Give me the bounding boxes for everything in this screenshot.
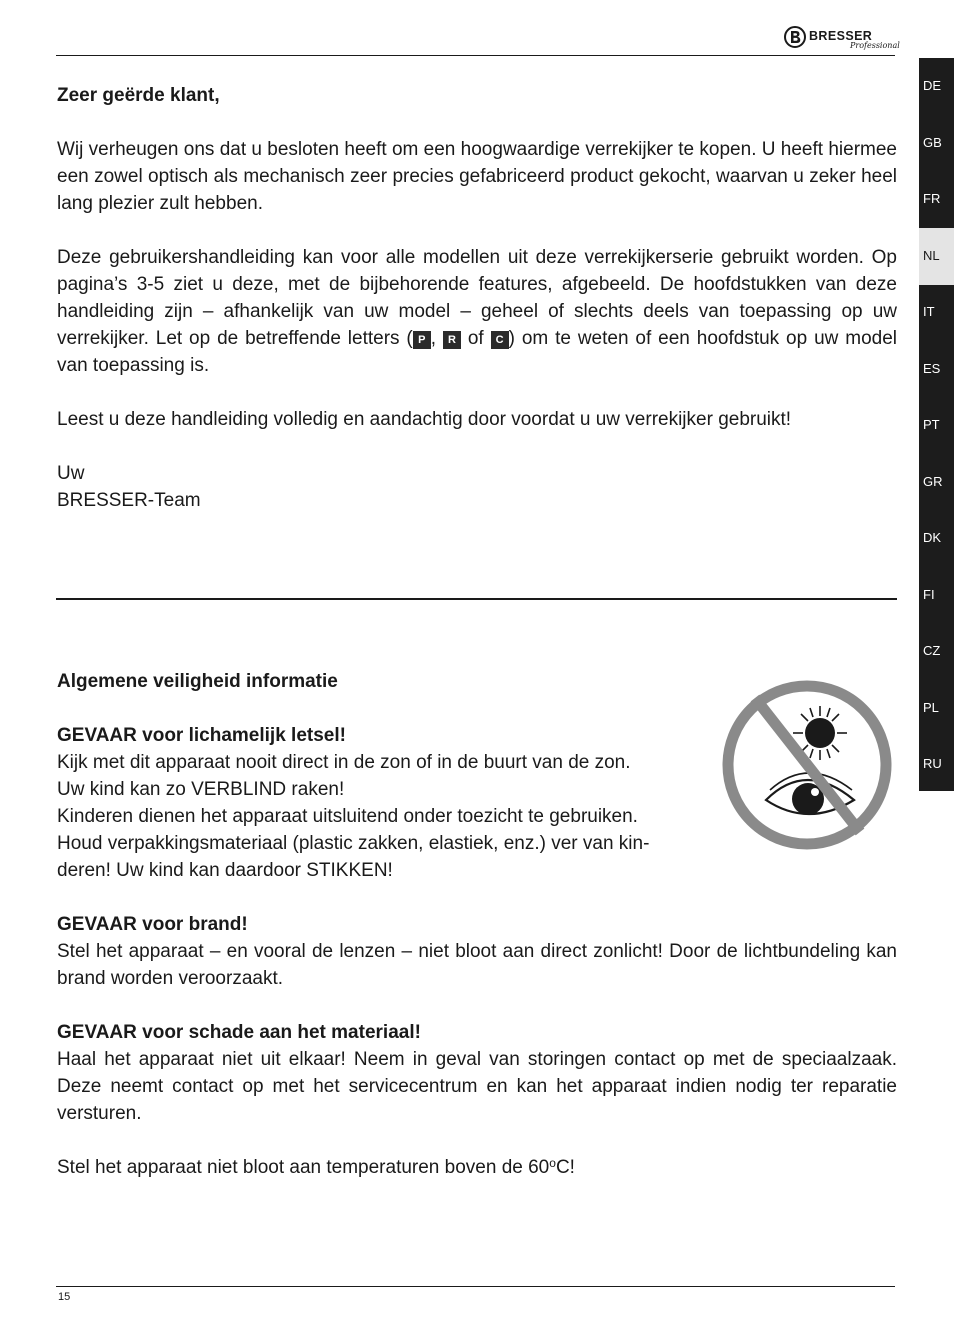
tab-ru[interactable]: RU (923, 756, 942, 771)
section-divider (56, 598, 897, 600)
tab-fi[interactable]: FI (923, 587, 935, 602)
tab-es[interactable]: ES (923, 361, 941, 376)
page-number: 15 (58, 1291, 71, 1303)
tab-dk[interactable]: DK (923, 530, 942, 545)
tab-gb[interactable]: GB (923, 135, 942, 150)
damage-paragraph: Haal het apparaat niet uit elkaar! Neem in geval van storingen contact op met de speciaalzaak. Deze neemt contact op met het servicecentrum en kan het apparaat indien nodig ter reparatie versturen. (57, 1049, 897, 1124)
tab-de[interactable]: DE (923, 78, 942, 93)
bresser-logo (782, 26, 902, 54)
injury-line-5: deren! Uw kind kan daardoor STIKKEN! (57, 860, 393, 881)
safety-section (57, 668, 897, 1181)
tab-nl[interactable]: NL (919, 228, 954, 285)
intro-paragraph-2 (57, 244, 897, 379)
damage-heading: GEVAAR voor schade aan het materiaal! (57, 1022, 421, 1043)
safety-title: Algemene veiligheid informatie (57, 671, 338, 692)
injury-line-3: Kinderen dienen het apparaat uitsluitend onder toezicht te gebruiken. (57, 806, 638, 827)
tab-gr[interactable]: GR (923, 474, 943, 489)
tab-it[interactable]: IT (923, 304, 935, 319)
intro-section (57, 82, 897, 514)
temperature-text: Stel het apparaat niet bloot aan temperaturen boven de 60 (57, 1157, 550, 1178)
intro-paragraph-1: Wij verheugen ons dat u besloten heeft om een hoogwaardige verrekijker te kopen. U heeft hiermee een zowel optisch als mechanisch zeer precies gefabriceerd product gekocht, waarvan u zeker heel lang plezier zult hebben. (57, 139, 897, 214)
closing-line-2: BRESSER-Team (57, 490, 201, 511)
fire-paragraph: Stel het apparaat – en vooral de lenzen – niet bloot aan direct zonlicht! Door de lichtbundeling kan brand worden veroorzaakt. (57, 941, 897, 989)
header-rule (56, 55, 895, 56)
bresser-b-icon (784, 26, 806, 48)
injury-line-1: Kijk met dit apparaat nooit direct in de zon of in de buurt van de zon. (57, 752, 631, 773)
tab-cz[interactable]: CZ (923, 643, 941, 658)
para2-start: Deze gebruikershandleiding kan voor alle modellen uit deze verrekijkerserie gebruikt worden. Op pagina’s 3-5 ziet u deze, met de bijbehorende features, afgebeeld. De hoofdstukken van deze handleiding zijn – afhankelijk van uw model – geheel of slechts deels van toepassing op uw verrekijker. Let op de betreffende letters ( (57, 247, 897, 349)
badge-p: P (413, 331, 431, 349)
para2-end: ) om te weten of een hoofdstuk op uw model van toepassing is. (57, 328, 898, 376)
temperature-warning (57, 1154, 897, 1181)
language-tabs (919, 58, 954, 791)
temperature-unit: C! (555, 1157, 575, 1178)
badge-separator-2: of (460, 328, 491, 349)
injury-line-2: Uw kind kan zo VERBLIND raken! (57, 779, 345, 800)
footer-rule (56, 1286, 895, 1287)
degree-mark: o (549, 1156, 556, 1170)
intro-paragraph-3: Leest u deze handleiding volledig en aandachtig door voordat u uw verrekijker gebruikt! (57, 409, 792, 430)
tab-fr[interactable]: FR (923, 191, 941, 206)
tab-pl[interactable]: PL (923, 700, 939, 715)
badge-separator-1: , (430, 328, 437, 349)
brand-subtitle: Professional (850, 41, 900, 50)
badge-r: R (443, 331, 461, 349)
brand-name: BRESSER (809, 29, 873, 43)
fire-heading: GEVAAR voor brand! (57, 914, 248, 935)
injury-heading: GEVAAR voor lichamelijk letsel! (57, 725, 346, 746)
greeting: Zeer geërde klant, (57, 85, 220, 106)
tab-pt[interactable]: PT (923, 417, 940, 432)
closing-line-1: Uw (57, 463, 85, 484)
badge-c: C (491, 331, 509, 349)
injury-line-4: Houd verpakkingsmateriaal (plastic zakken, elastiek, enz.) ver van kin- (57, 833, 650, 854)
